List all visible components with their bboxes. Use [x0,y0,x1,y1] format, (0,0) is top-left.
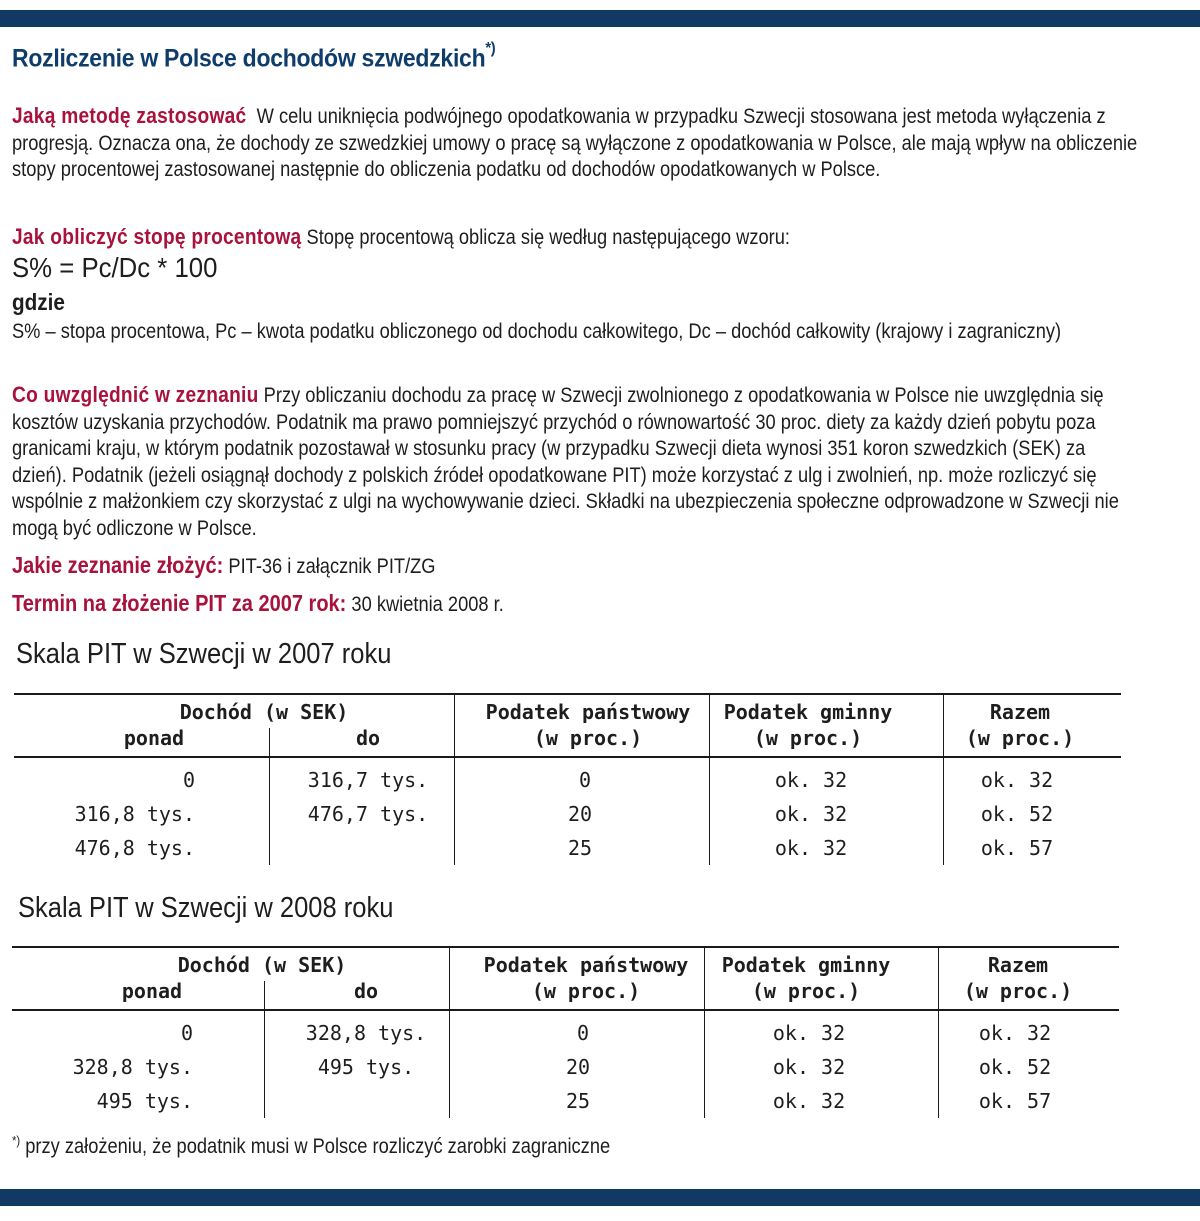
cell-to: 495 tys. [317,1055,415,1079]
page-title [12,40,496,73]
header-municipal: Podatek gminny [723,700,893,724]
table-rule [14,693,1121,695]
cell-from: 0 [180,1021,193,1045]
table-2008-title: Skala PIT w Szwecji w 2008 roku [18,892,394,924]
cell-to: 328,8 tys. [305,1021,427,1045]
cell-from: 476,8 tys. [74,836,195,860]
cell-municipal: ok. 32 [772,1055,846,1079]
cell-state: 0 [576,1021,590,1045]
header-to: do [353,979,379,1003]
declaration-heading: Co uwzględnić w zeznaniu [12,382,259,407]
cell-from: 495 tys. [96,1089,193,1113]
rate-definitions: S% – stopa procentowa, Pc – kwota podatku obliczonego od dochodu całkowitego, Dc – dochód całkowity (krajowy i zagraniczny) [12,320,1062,343]
header-total-unit: (w proc.) [965,726,1075,750]
cell-to: 316,7 tys. [307,768,429,792]
table-divider [704,946,705,1118]
cell-total: ok. 32 [980,768,1054,792]
header-income: Dochód (w SEK) [177,953,347,977]
where-label: gdzie [12,289,65,315]
cell-municipal: ok. 32 [774,802,848,826]
footnote-text: przy założeniu, że podatnik musi w Polsce rozliczyć zarobki zagraniczne [20,1135,611,1158]
cell-total: ok. 52 [980,802,1054,826]
table-divider [449,946,450,1118]
header-from: ponad [123,726,185,750]
cell-state: 25 [567,836,593,860]
bottom-band [0,1189,1200,1206]
cell-total: ok. 57 [978,1089,1052,1113]
table-divider [938,946,939,1118]
cell-from: 328,8 tys. [72,1055,193,1079]
cell-from: 0 [182,768,195,792]
method-text: W celu uniknięcia podwójnego opodatkowania w przypadku Szwecji stosowana jest metoda wyłączenia z progresją. Oznacza ona, że dochody ze szwedzkiej umowy o pracę są wyłączone z opodatkowania w Polsce, ale mają wpływ na obliczenie stopy procentowej zastosowanej następnie do obliczenia podatku od dochodów opodatkowanych w Polsce. [12,105,1138,181]
header-from: ponad [121,979,183,1003]
table-2007 [14,693,1121,865]
declaration-text: Przy obliczaniu dochodu za pracę w Szwecji zwolnionego z opodatkowania w Polsce nie uwzględnia się kosztów uzyskania przychodów. Podatnik ma prawo pomniejszyć przychód o równowartość 30 proc. diety za każdy dzień pobytu poza granicami kraju, w którym podatnik pozostawał w stosunku pracy (w przypadku Szwecji dieta wynosi 351 koron szwedzkich (SEK) za dzień). Podatnik (jeżeli osiągnął dochody z polskich źródeł opodatkowane PIT) może korzystać z ulg i zwolnień, np. może rozliczyć się wspólnie z małżonkiem czy skorzystać z ulgi na wychowywanie dzieci. Składki na ubezpieczenia społeczne odprowadzone w Szwecji nie mogą być odliczone w Polsce. [12,384,1119,540]
header-total-unit: (w proc.) [963,979,1073,1003]
rate-text: Stopę procentową oblicza się według następującego wzoru: [306,226,790,249]
header-total: Razem [987,953,1049,977]
header-total: Razem [989,700,1051,724]
table-divider [709,693,710,865]
deadline-heading: Termin na złożenie PIT za 2007 rok: [12,590,347,616]
rate-formula: S% = Pc/Dc * 100 [12,252,218,283]
cell-municipal: ok. 32 [772,1021,846,1045]
title-footnote-mark: *) [485,40,496,57]
table-divider [269,758,270,865]
cell-total: ok. 52 [978,1055,1052,1079]
cell-municipal: ok. 32 [774,836,848,860]
table-rule [12,1009,1119,1011]
footnote [12,1133,610,1159]
cell-state: 20 [567,802,593,826]
cell-total: ok. 57 [980,836,1054,860]
header-to: do [355,726,381,750]
cell-total: ok. 32 [978,1021,1052,1045]
rate-definitions-block [12,319,1143,346]
table-divider [264,981,265,1011]
section-method [12,103,1143,184]
header-income: Dochód (w SEK) [179,700,349,724]
cell-state: 0 [578,768,592,792]
rate-heading: Jak obliczyć stopę procentową [12,224,302,249]
table-rule [14,756,1121,758]
deadline-text: 30 kwietnia 2008 r. [351,593,504,616]
cell-municipal: ok. 32 [772,1089,846,1113]
cell-to: 476,7 tys. [307,802,429,826]
section-form [12,552,1143,581]
form-heading: Jakie zeznanie złożyć: [12,552,224,578]
form-text: PIT-36 i załącznik PIT/ZG [228,555,436,578]
cell-state: 20 [565,1055,591,1079]
cell-municipal: ok. 32 [774,768,848,792]
title-text: Rozliczenie w Polsce dochodów szwedzkich [12,44,486,73]
table-divider [264,1011,265,1118]
table-2008 [12,946,1119,1118]
header-state-unit: (w proc.) [533,726,643,750]
top-band [0,10,1200,27]
cell-state: 25 [565,1089,591,1113]
table-2007-title: Skala PIT w Szwecji w 2007 roku [16,638,392,670]
header-municipal: Podatek gminny [721,953,891,977]
section-declaration [12,382,1143,542]
cell-from: 316,8 tys. [74,802,195,826]
table-divider [454,693,455,865]
section-deadline [12,590,1143,619]
header-state: Podatek państwowy [485,700,691,724]
header-state-unit: (w proc.) [531,979,641,1003]
table-divider [943,693,944,865]
header-state: Podatek państwowy [483,953,689,977]
footnote-mark: *) [12,1133,21,1148]
header-municipal-unit: (w proc.) [753,726,863,750]
method-heading: Jaką metodę zastosować [12,103,247,128]
table-rule [12,946,1119,948]
header-municipal-unit: (w proc.) [751,979,861,1003]
table-divider [269,728,270,758]
section-rate [12,224,1143,252]
